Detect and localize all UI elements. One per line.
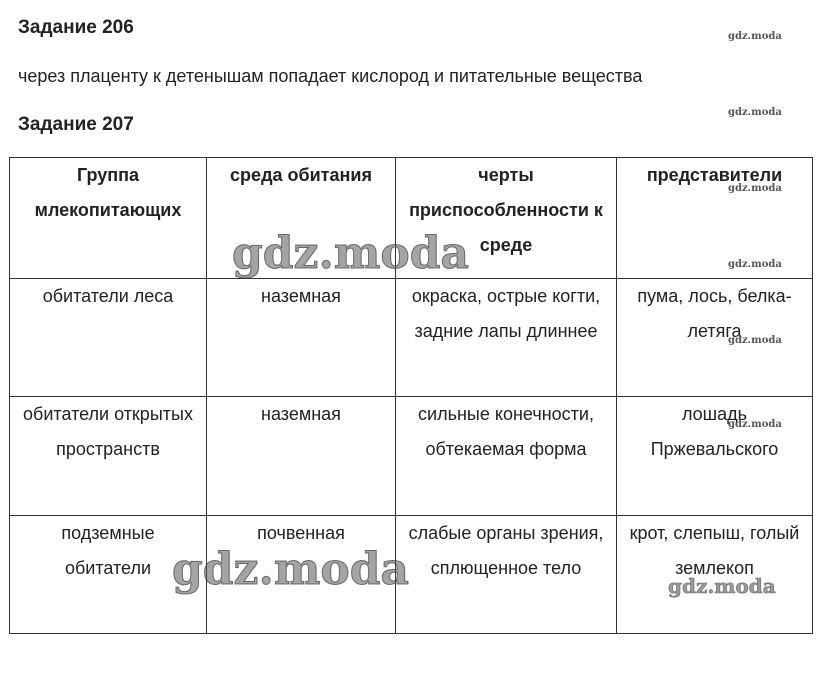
- task-206-title: Задание 206: [18, 17, 134, 38]
- watermark: gdz.moda: [728, 259, 782, 270]
- table-row: [10, 397, 813, 516]
- header-cell-habitat: среда обитания: [207, 158, 396, 279]
- table-cell: наземная: [207, 279, 396, 397]
- table-cell: слабые органы зрения, сплющенное тело: [396, 516, 617, 634]
- header-cell-representatives: представители: [617, 158, 813, 279]
- table-cell: обитатели открытых пространств: [10, 397, 207, 516]
- watermark: gdz.moda: [728, 419, 782, 430]
- table-cell: крот, слепыш, голый землекоп: [617, 516, 813, 634]
- table-cell: наземная: [207, 397, 396, 516]
- watermark: gdz.moda: [728, 183, 782, 194]
- watermark: gdz.moda: [728, 31, 782, 42]
- header-cell-group: Группа млекопитающих: [10, 158, 207, 279]
- watermark: gdz.moda: [232, 228, 470, 279]
- task-206-answer: через плаценту к детенышам попадает кислород и питательные вещества: [18, 66, 643, 86]
- table-cell: окраска, острые когти, задние лапы длиннее: [396, 279, 617, 397]
- table-cell: обитатели леса: [10, 279, 207, 397]
- table-row: [10, 279, 813, 397]
- header-cell-adaptations: черты приспособленности к среде: [396, 158, 617, 279]
- table-cell: подземные обитатели: [10, 516, 207, 634]
- table-cell: пума, лось, белка-летяга: [617, 279, 813, 397]
- table-cell: почвенная: [207, 516, 396, 634]
- table-cell: сильные конечности, обтекаемая форма: [396, 397, 617, 516]
- watermark: gdz.moda: [728, 107, 782, 118]
- watermark: gdz.moda: [668, 574, 776, 598]
- watermark: gdz.moda: [172, 544, 410, 595]
- watermark: gdz.moda: [728, 335, 782, 346]
- table-cell: лошадь Пржевальского: [617, 397, 813, 516]
- task-207-title: Задание 207: [18, 114, 134, 135]
